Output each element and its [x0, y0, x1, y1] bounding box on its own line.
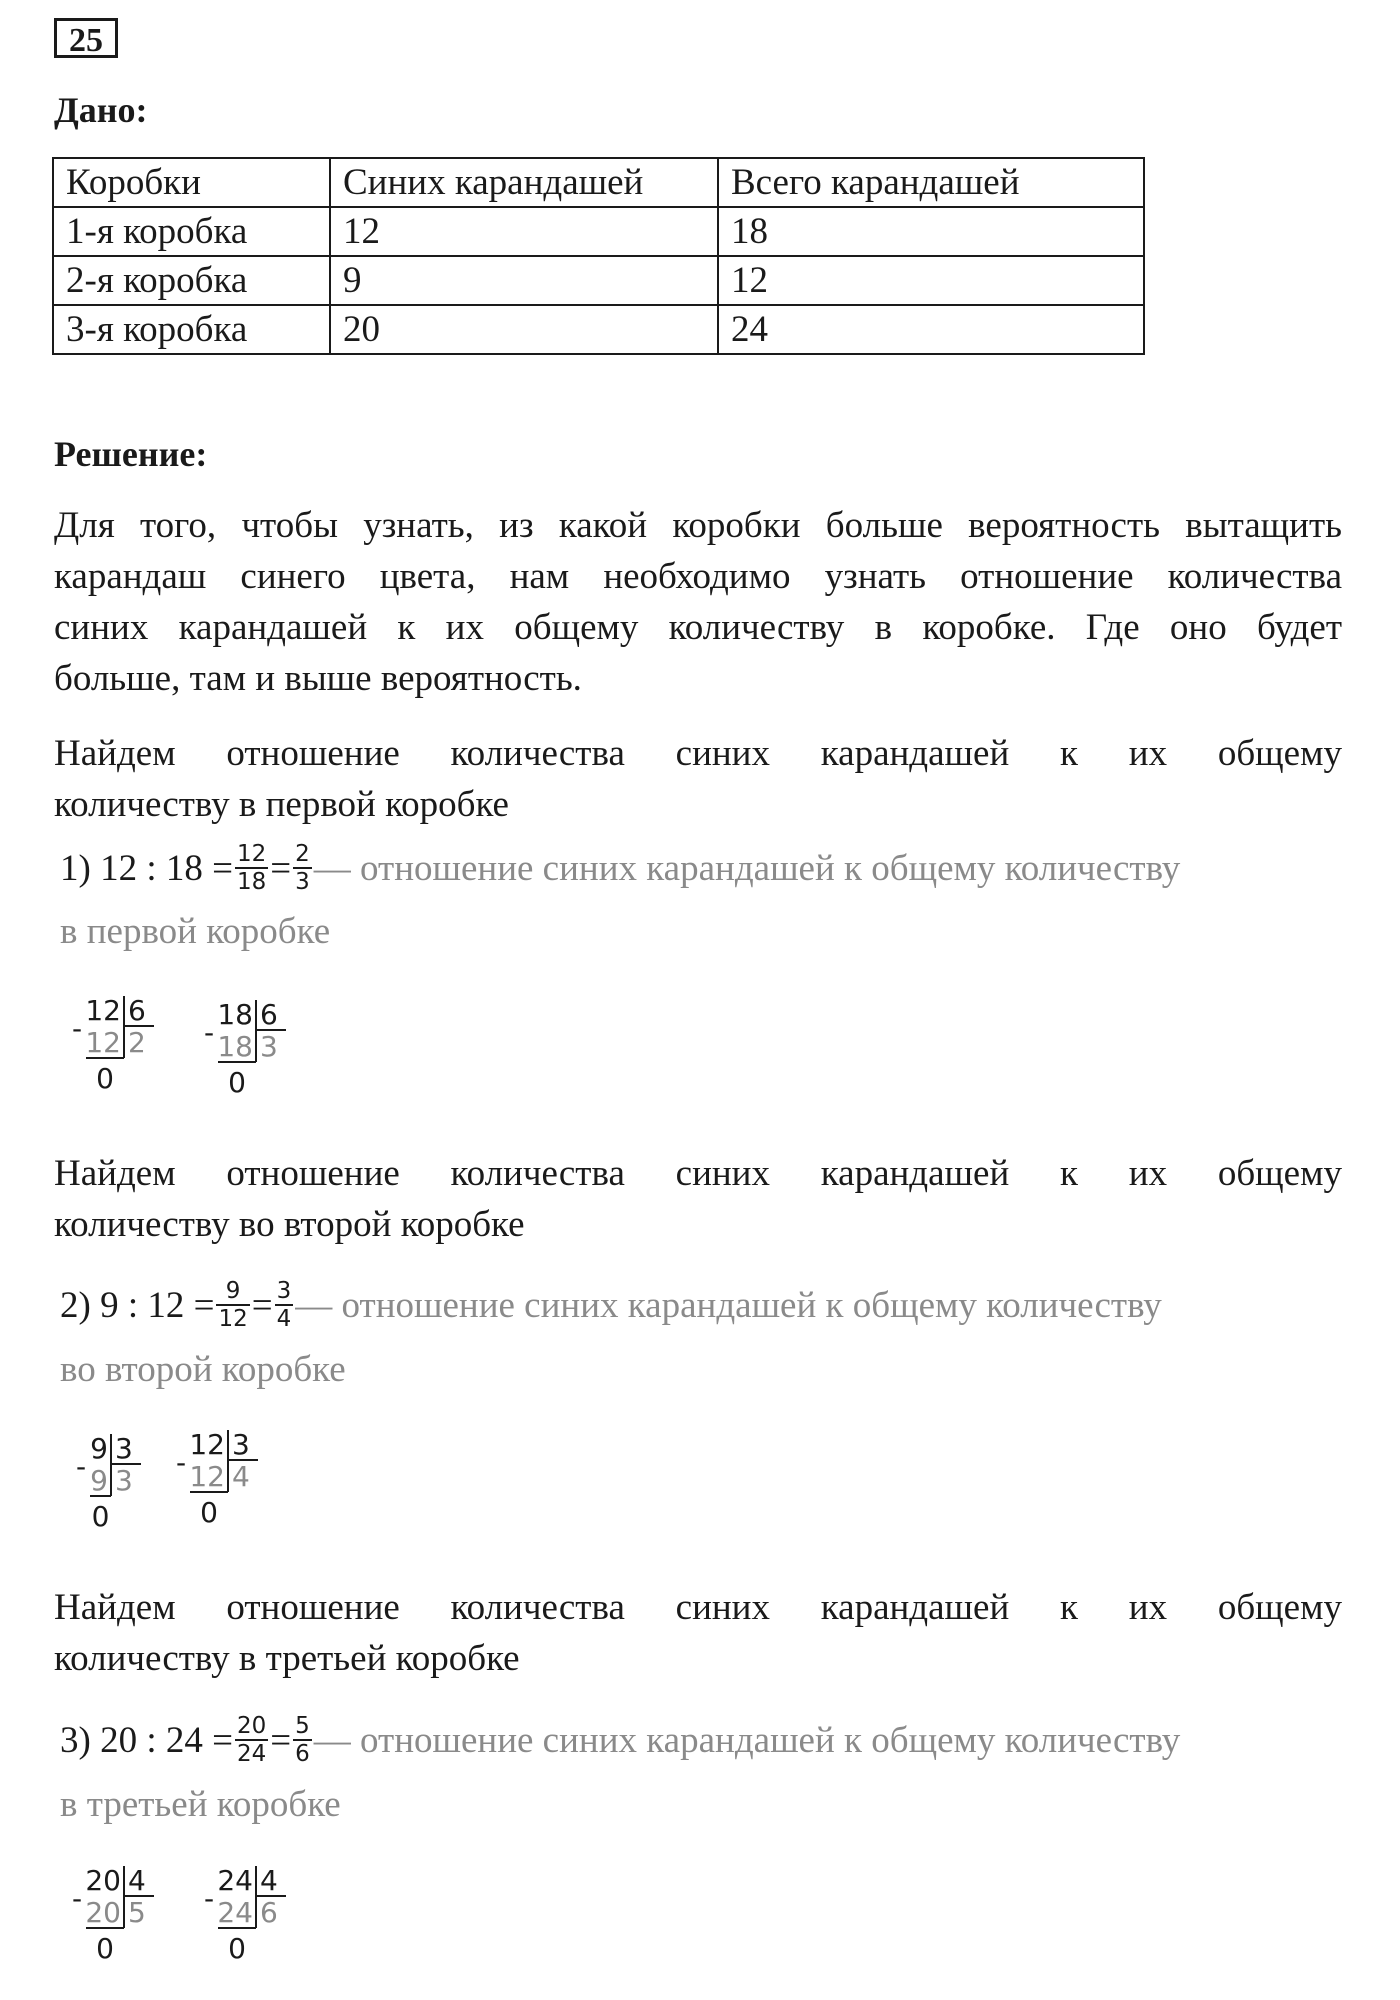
- division-remainder: 0: [96, 1932, 114, 1965]
- minus-sign: -: [204, 1016, 215, 1049]
- long-division-2a: [76, 1430, 166, 1540]
- step-instruction-line: Найдем отношение количества синих карандашей к их общему: [54, 733, 1342, 774]
- long-division-3a: [72, 1862, 172, 1972]
- table-header-cell: Синих карандашей: [330, 158, 718, 207]
- table-header-row: [53, 158, 1144, 207]
- fraction: [293, 1713, 312, 1767]
- fraction: [293, 841, 312, 895]
- step-equation: [60, 1277, 1350, 1336]
- fraction: [216, 1278, 249, 1332]
- table-row: [53, 305, 1144, 354]
- table-cell: 1-я коробка: [53, 207, 330, 256]
- division-quotient: 5: [128, 1896, 146, 1929]
- paragraph-line: карандаш синего цвета, нам необходимо узнать отношение количества: [54, 556, 1342, 597]
- table-row: [53, 256, 1144, 305]
- minus-sign: -: [72, 1012, 83, 1045]
- division-divisor: 6: [260, 998, 278, 1031]
- fraction-numerator: 3: [276, 1277, 292, 1304]
- step-instruction-line: Найдем отношение количества синих карандашей к их общему: [54, 1587, 1342, 1628]
- equation-prefix: 3) 20 : 24 =: [60, 1720, 233, 1761]
- equals-sign: =: [270, 1720, 292, 1761]
- division-divisor: 3: [115, 1432, 133, 1465]
- division-product: 18: [217, 1030, 253, 1063]
- long-division-3b: [204, 1862, 304, 1972]
- division-quotient: 3: [260, 1030, 278, 1063]
- division-dividend: 9: [90, 1432, 108, 1465]
- table-header-cell: Коробки: [53, 158, 330, 207]
- fraction: [235, 1713, 268, 1767]
- long-division-1b: [204, 996, 304, 1106]
- table-cell: 24: [718, 305, 1144, 354]
- fraction-numerator: 2: [295, 840, 310, 867]
- problem-number: 25: [54, 18, 118, 58]
- division-dividend: 24: [217, 1864, 253, 1897]
- division-product: 12: [85, 1026, 121, 1059]
- division-remainder: 0: [96, 1062, 114, 1095]
- fraction-denominator: 24: [236, 1740, 267, 1767]
- table-cell: 2-я коробка: [53, 256, 330, 305]
- division-divisor: 6: [128, 994, 146, 1027]
- table-cell: 12: [718, 256, 1144, 305]
- long-division-1a: [72, 992, 172, 1102]
- fraction-denominator: 3: [295, 868, 310, 895]
- division-quotient: 6: [260, 1896, 278, 1929]
- division-remainder: 0: [200, 1496, 218, 1529]
- solution-heading: Решение:: [54, 434, 208, 474]
- fraction-numerator: 20: [236, 1712, 267, 1739]
- step-instruction-line: Найдем отношение количества синих карандашей к их общему: [54, 1153, 1342, 1194]
- division-dividend: 12: [189, 1428, 225, 1461]
- long-division-2b: [176, 1426, 276, 1536]
- step-note-continuation: в первой коробке: [60, 911, 331, 952]
- division-product: 9: [90, 1464, 108, 1497]
- fraction-denominator: 12: [218, 1305, 248, 1332]
- division-product: 24: [217, 1896, 253, 1929]
- table-cell: 9: [330, 256, 718, 305]
- fraction-numerator: 12: [236, 840, 267, 867]
- division-remainder: 0: [228, 1066, 246, 1099]
- step-note: — отношение синих карандашей к общему количеству: [313, 1720, 1181, 1761]
- division-quotient: 4: [232, 1460, 250, 1493]
- equation-prefix: 2) 9 : 12 =: [60, 1285, 215, 1326]
- equals-sign: =: [251, 1285, 273, 1326]
- division-divisor: 4: [128, 1864, 146, 1897]
- division-dividend: 12: [85, 994, 121, 1027]
- step-equation: [60, 1712, 1350, 1771]
- fraction-numerator: 5: [295, 1712, 310, 1739]
- step-instruction-line: количеству во второй коробке: [54, 1204, 525, 1245]
- division-divisor: 3: [232, 1428, 250, 1461]
- fraction-denominator: 6: [295, 1740, 310, 1767]
- minus-sign: -: [76, 1450, 87, 1483]
- given-heading: Дано:: [54, 90, 148, 130]
- step-equation: [60, 840, 1350, 899]
- table-cell: 3-я коробка: [53, 305, 330, 354]
- fraction: [275, 1278, 294, 1332]
- step-instruction-line: количеству в третьей коробке: [54, 1638, 520, 1679]
- step-note: — отношение синих карандашей к общему количеству: [313, 848, 1181, 889]
- step-note: — отношение синих карандашей к общему количеству: [295, 1285, 1162, 1326]
- division-quotient: 3: [115, 1464, 133, 1497]
- table-cell: 20: [330, 305, 718, 354]
- minus-sign: -: [204, 1882, 215, 1915]
- given-table: [52, 157, 1145, 355]
- division-remainder: 0: [91, 1500, 110, 1533]
- division-dividend: 20: [85, 1864, 121, 1897]
- step-note-continuation: во второй коробке: [60, 1349, 346, 1390]
- division-divisor: 4: [260, 1864, 278, 1897]
- equation-prefix: 1) 12 : 18 =: [60, 848, 233, 889]
- table-cell: 18: [718, 207, 1144, 256]
- equals-sign: =: [270, 848, 292, 889]
- paragraph-line: Для того, чтобы узнать, из какой коробки больше вероятность вытащить: [54, 505, 1342, 546]
- step-note-continuation: в третьей коробке: [60, 1784, 341, 1825]
- table-cell: 12: [330, 207, 718, 256]
- fraction-denominator: 18: [236, 868, 267, 895]
- division-remainder: 0: [228, 1932, 246, 1965]
- division-quotient: 2: [128, 1026, 146, 1059]
- minus-sign: -: [72, 1882, 83, 1915]
- division-product: 12: [189, 1460, 225, 1493]
- fraction: [235, 841, 268, 895]
- table-header-cell: Всего карандашей: [718, 158, 1144, 207]
- division-product: 20: [85, 1896, 121, 1929]
- fraction-denominator: 4: [276, 1305, 292, 1332]
- paragraph-line: больше, там и выше вероятность.: [54, 658, 582, 699]
- step-instruction-line: количеству в первой коробке: [54, 784, 509, 825]
- table-row: [53, 207, 1144, 256]
- fraction-numerator: 9: [216, 1278, 249, 1306]
- paragraph-line: синих карандашей к их общему количеству в коробке. Где оно будет: [54, 607, 1342, 648]
- division-dividend: 18: [217, 998, 253, 1031]
- minus-sign: -: [176, 1446, 187, 1479]
